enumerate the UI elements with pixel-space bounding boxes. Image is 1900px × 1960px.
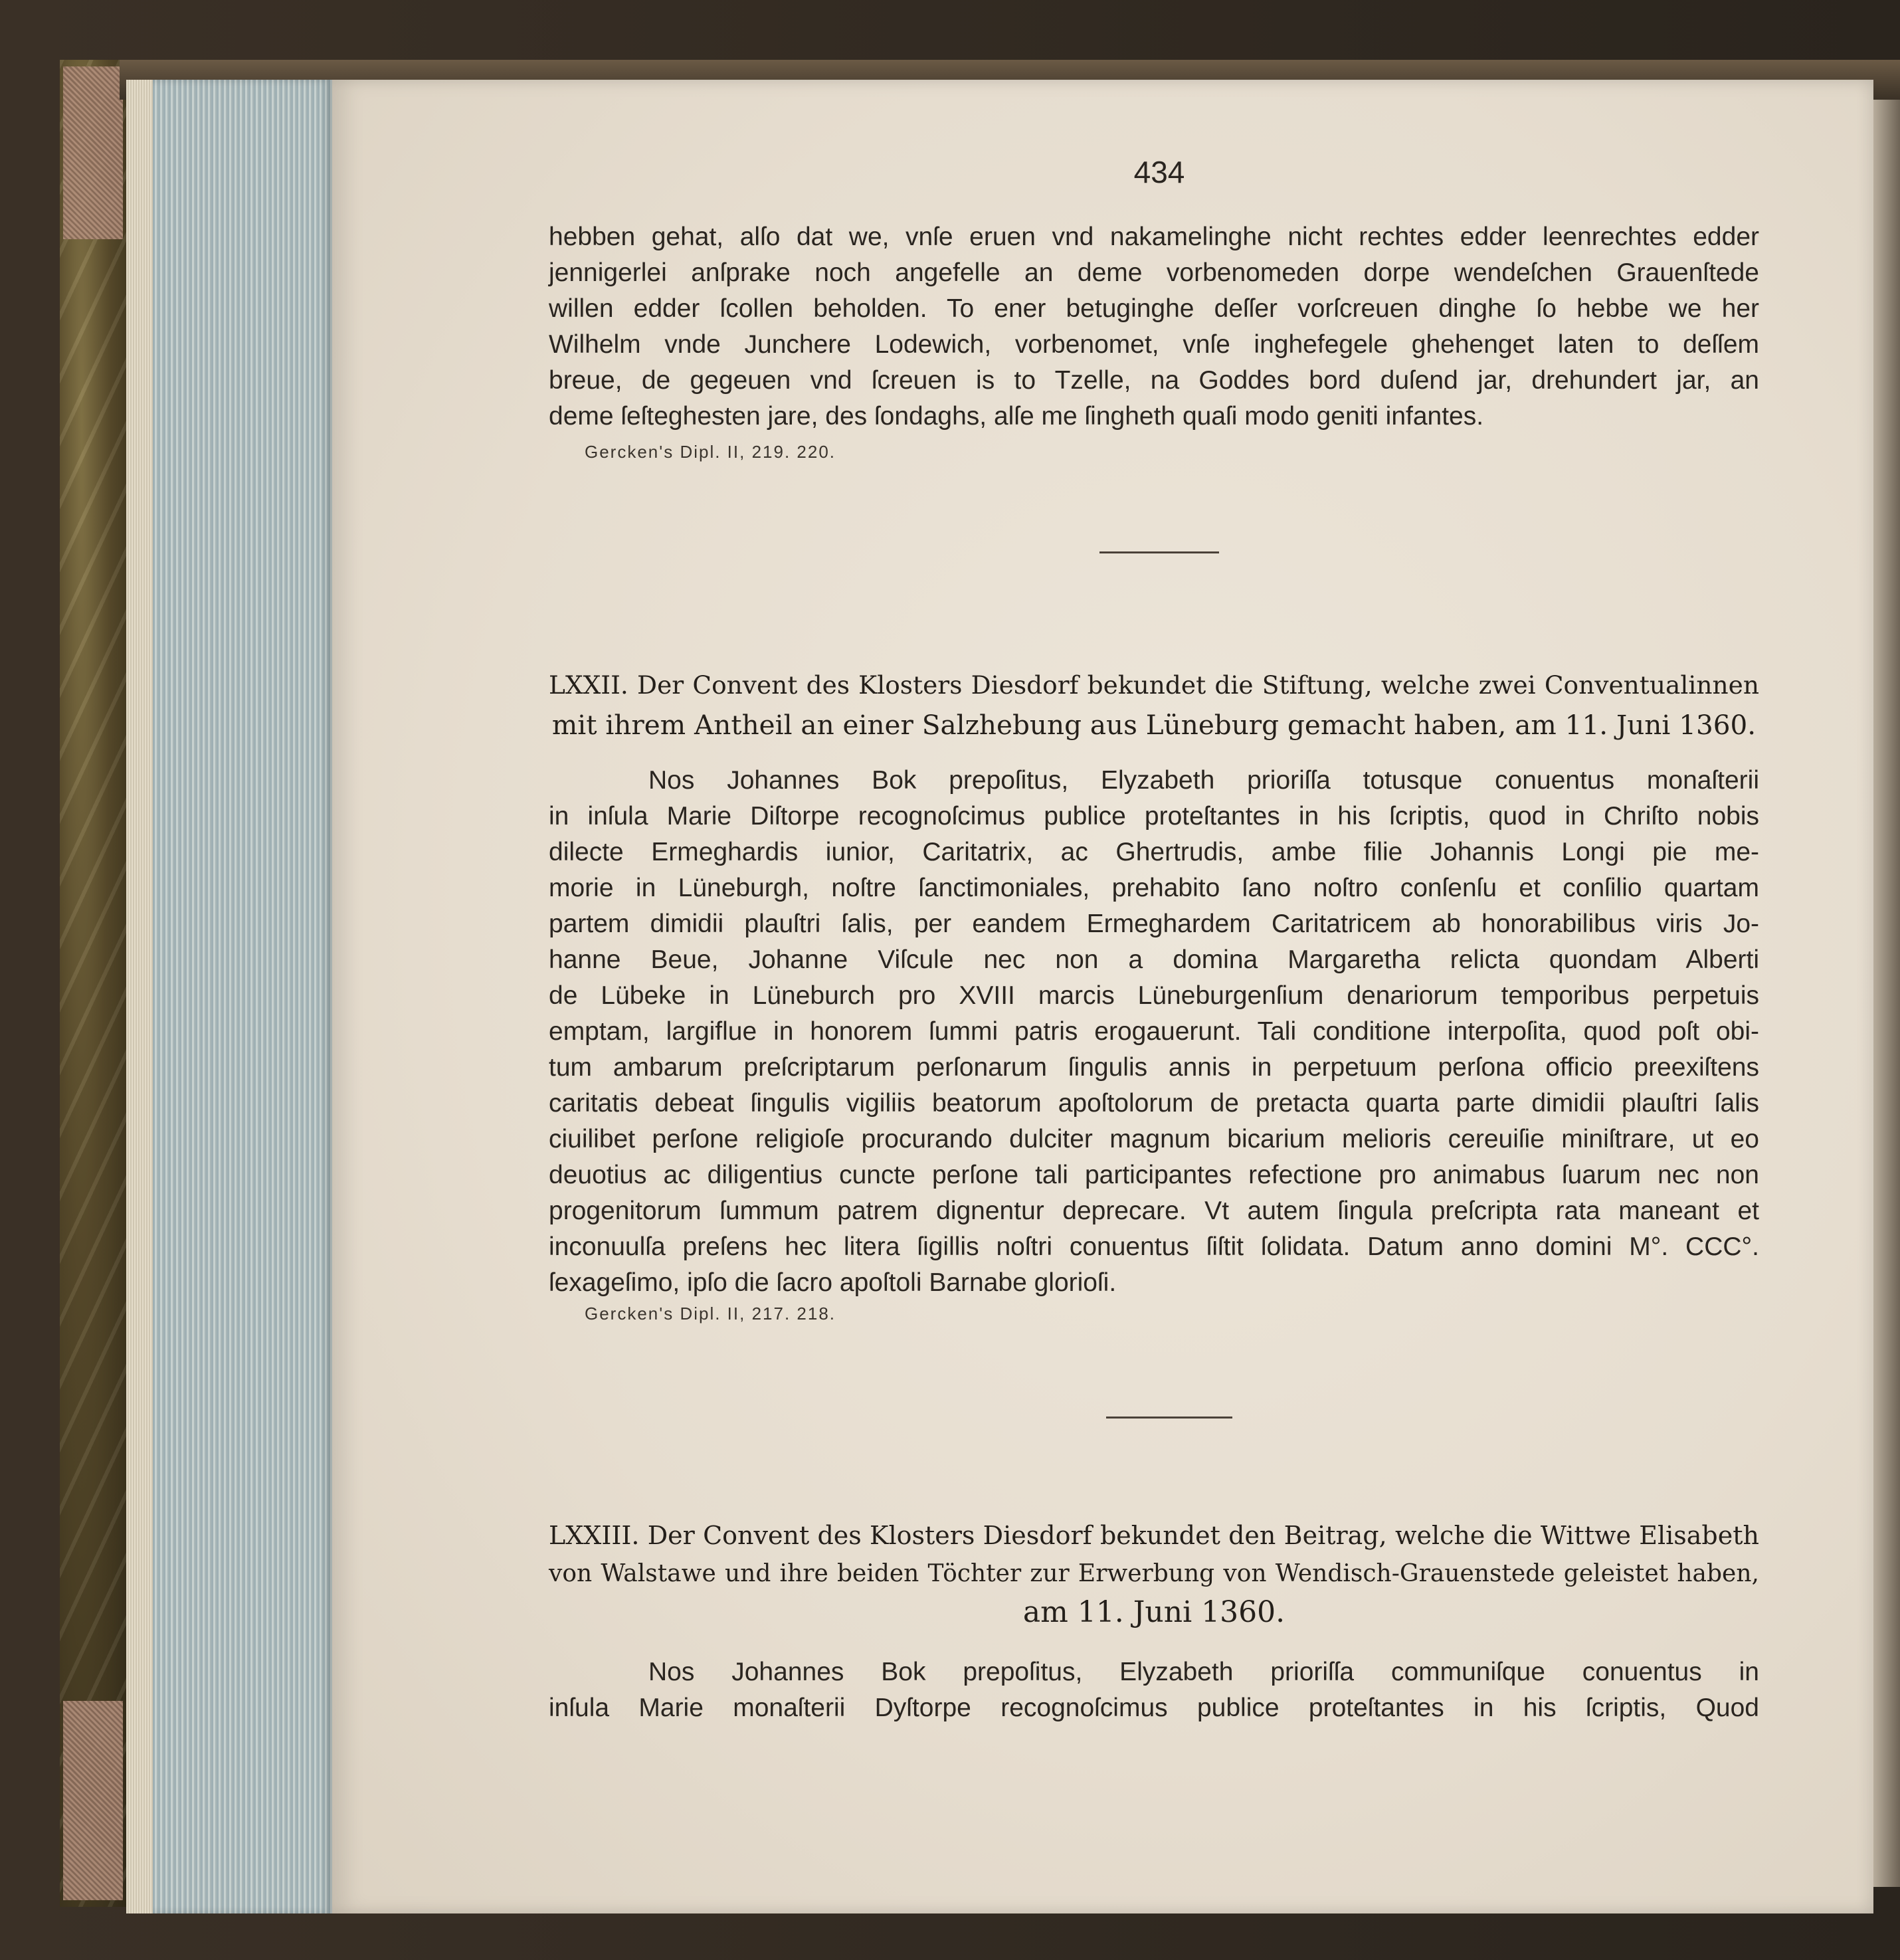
text-line: morie in Lüneburgh, noſtre ſanctimoniales, prehabito ſano noſtro conſenſu et conſilio quartam (549, 874, 1759, 902)
text-line: inconuulſa preſens hec litera ſigillis noſtri conuentus ſiſtit ſolidata. Datum anno domini M°. CCC°. (549, 1232, 1759, 1261)
text-line: ciuilibet perſone religioſe procurando dulciter magnum bicarium melioris cereuiſie miniſtrare, ut eo (549, 1125, 1759, 1153)
text-line: breue, de gegeuen vnd ſcreuen is to Tzelle, na Goddes bord duſend jar, drehundert jar, an (549, 366, 1759, 395)
page-number: 434 (1133, 155, 1185, 189)
source-citation: Gercken's Dipl. II, 217. 218. (585, 1304, 836, 1323)
text-line: hanne Beue, Johanne Viſcule nec non a domina Margaretha relicta quondam Alberti (549, 945, 1759, 974)
document-heading: am 11. Juni 1360. (1022, 1595, 1285, 1629)
text-line: dilecte Ermeghardis iunior, Caritatrix, ac Ghertrudis, ambe filie Johannis Longi pie me- (549, 838, 1759, 866)
spine-cloth-bottom (63, 1701, 123, 1900)
text-line: partem dimidii plauſtri ſalis, per eandem Ermeghardem Caritatricem ab honorabilibus viris Jo- (549, 910, 1759, 938)
text-line: hebben gehat, alſo dat we, vnſe eruen vnd nakamelinghe nicht rechtes edder leenrechtes edder (549, 223, 1759, 251)
text-line: progenitorum ſummum patrem dignentur deprecare. Vt autem ſingula preſcripta rata maneant et (549, 1197, 1759, 1225)
facing-page-edge (1873, 100, 1900, 1887)
marbled-cover (60, 60, 136, 1907)
text-line: de Lübeke in Lüneburch pro XVIII marcis Lüneburgenſium denariorum temporibus perpetuis (549, 981, 1759, 1010)
text-line: Nos Johannes Bok prepoſitus, Elyzabeth prioriſſa communiſque conuentus in (648, 1658, 1759, 1686)
text-line: jennigerlei anſprake noch angefelle an deme vorbenomeden dorpe wendeſchen Grauenſtede (549, 258, 1759, 287)
document-heading: von Walstawe und ihre beiden Töchter zur Erwerbung von Wendisch-Grauenstede geleistet haben, (549, 1560, 1759, 1587)
text-line: inſula Marie monaſterii Dyſtorpe recognoſcimus publice proteſtantes in his ſcriptis, Quod (549, 1694, 1759, 1722)
section-divider (1099, 551, 1219, 553)
document-heading: LXXII. Der Convent des Klosters Diesdorf bekundet die Stiftung, welche zwei Conventualinnen (549, 670, 1759, 700)
text-line: caritatis debeat ſingulis vigiliis beatorum apoſtolorum de pretacta quarta parte dimidii plauſtri ſalis (549, 1089, 1759, 1118)
text-line: willen edder ſcollen beholden. To ener betuginghe deſſer vorſcreuen dinghe ſo hebbe we her (549, 294, 1759, 323)
spine-cloth-top (63, 66, 123, 239)
source-citation: Gercken's Dipl. II, 219. 220. (585, 442, 836, 462)
section-divider (1106, 1417, 1232, 1419)
document-heading: LXXIII. Der Convent des Klosters Diesdorf bekundet den Beitrag, welche die Wittwe Elisabeth (549, 1521, 1759, 1550)
text-line: Nos Johannes Bok prepoſitus, Elyzabeth prioriſſa totusque conuentus monaſterii (648, 766, 1759, 795)
text-line: deme ſeſteghesten jare, des ſondaghs, alſe me ſingheth quaſi modo geniti infantes. (549, 402, 1484, 431)
page-edges-front (126, 80, 153, 1913)
text-line: tum ambarum preſcriptarum perſonarum ſingulis annis in perpetuum perſona officio preexiſtens (549, 1053, 1759, 1082)
page-edges (126, 80, 332, 1913)
text-line: in inſula Marie Diſtorpe recognoſcimus publice proteſtantes in his ſcriptis, quod in Chriſto nobis (549, 802, 1759, 831)
document-heading: mit ihrem Antheil an einer Salzhebung aus Lüneburg gemacht haben, am 11. Juni 1360. (551, 709, 1757, 741)
text-line: deuotius ac diligentius cuncte perſone tali participantes refectione pro animabus ſuarum nec non (549, 1161, 1759, 1189)
text-line: emptam, largiflue in honorem ſummi patris erogauerunt. Tali conditione interpoſita, quod poſt obi- (549, 1017, 1759, 1046)
text-line: Wilhelm vnde Junchere Lodewich, vorbenomet, vnſe inghefegele ghehenget laten to deſſem (549, 330, 1759, 359)
text-line: ſexageſimo, ipſo die ſacro apoſtoli Barnabe glorioſi. (549, 1268, 1117, 1297)
